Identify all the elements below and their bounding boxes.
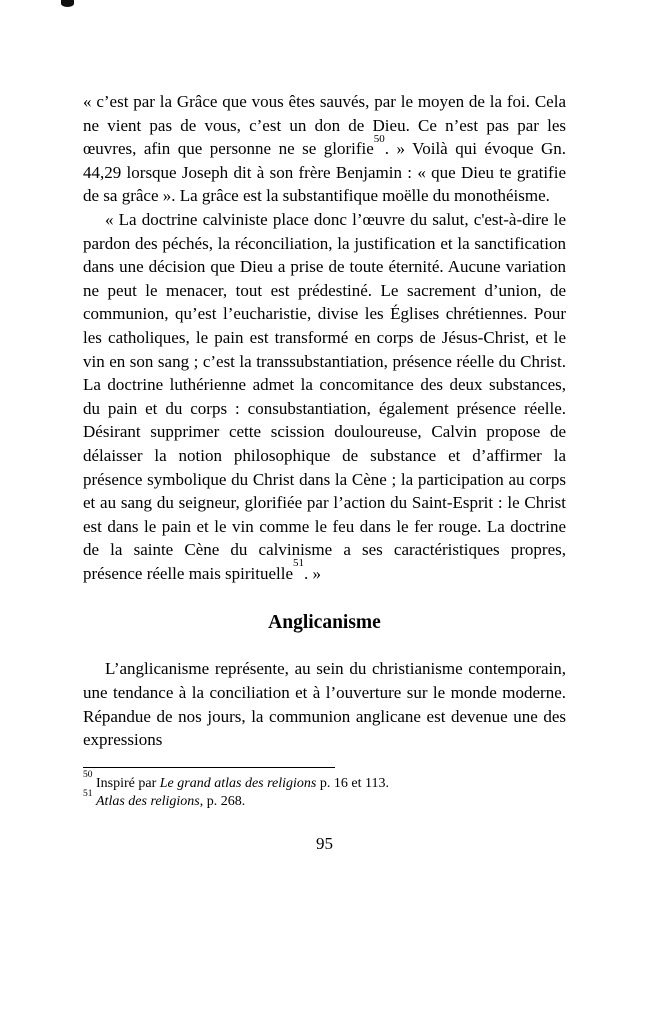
para1-text: « c’est par la Grâce que vous êtes sauvés, par le moyen de la foi. Cela ne vient pas de vous, c’est un don de Dieu. Ce n’est pas par les œuvres, afin que personne ne se glorifie: [83, 92, 566, 159]
footnote-51-pages: , p. 268.: [199, 794, 246, 810]
paragraph-anglicanisme-intro: L’anglicanisme représente, au sein du christianisme contemporain, une tendance à la conciliation et à l’ouverture sur le monde moderne. Répandue de nos jours, la communion anglicane est devenue une des expressions: [83, 659, 566, 750]
footnote-51-book-title: Atlas des religions: [96, 794, 200, 810]
footnotes-section: [83, 767, 566, 812]
footnote-50-pages: p. 16 et 113.: [316, 775, 389, 791]
footnote-ref-50: 50: [373, 132, 385, 145]
section-heading-anglicanisme: Anglicanisme: [268, 612, 381, 634]
scan-artifact: [61, 0, 74, 7]
footnote-separator-line: [83, 767, 335, 768]
paragraph-grace-quote: [83, 90, 566, 208]
footnote-50-text: Inspiré par: [92, 775, 160, 791]
footnote-51: [83, 788, 566, 812]
footnote-50: [83, 770, 566, 794]
para2-text: « La doctrine calviniste place donc l’œuvre du salut, c'est-à-dire le pardon des péchés, la réconciliation, la justification et la sanctification dans une décision que Dieu a prise de toute éternité. Aucune variation ne peut le menacer, tout est prédestiné. Le sacrement d’union, de communion, qu’est l’eucharistie, divise les Églises chrétiennes. Pour les catholiques, le pain est transformé en corps de Jésus-Christ, et le vin en son sang ; c’est la transsubstantiation, présence réelle du Christ. La doctrine luthérienne admet la concomitance des deux substances, du pain et du corps : consubstantiation, également présence réelle. Désirant supprimer cette scission douloureuse, Calvin propose de délaisser la notion philosophique de substance et d’affirmer la présence symbolique du Christ dans la Cène ; la participation au corps et au sang du seigneur, glorifiée par l’action du Saint-Esprit : le Christ est dans le pain et le vin comme le feu dans le fer rouge. La doctrine de la sainte Cène du calvinisme a ses caractéristiques propres, présence réelle mais spirituelle: [83, 209, 566, 583]
paragraph-calvinist-doctrine: [83, 208, 566, 586]
para2-text-cont: . »: [304, 563, 322, 583]
footnote-ref-51: 51: [293, 557, 305, 570]
page-number: 95: [316, 834, 333, 854]
footnote-50-number: 50: [83, 770, 93, 781]
footnote-51-number: 51: [83, 788, 93, 799]
footnote-50-book-title: Le grand atlas des religions: [159, 775, 317, 791]
para1-text-cont: . » Voilà qui évoque Gn. 44,29 lorsque Joseph dit à son frère Benjamin : « que Dieu te gratifie de sa grâce ». La grâce est la substantifique moëlle du monothéisme.: [83, 139, 566, 206]
